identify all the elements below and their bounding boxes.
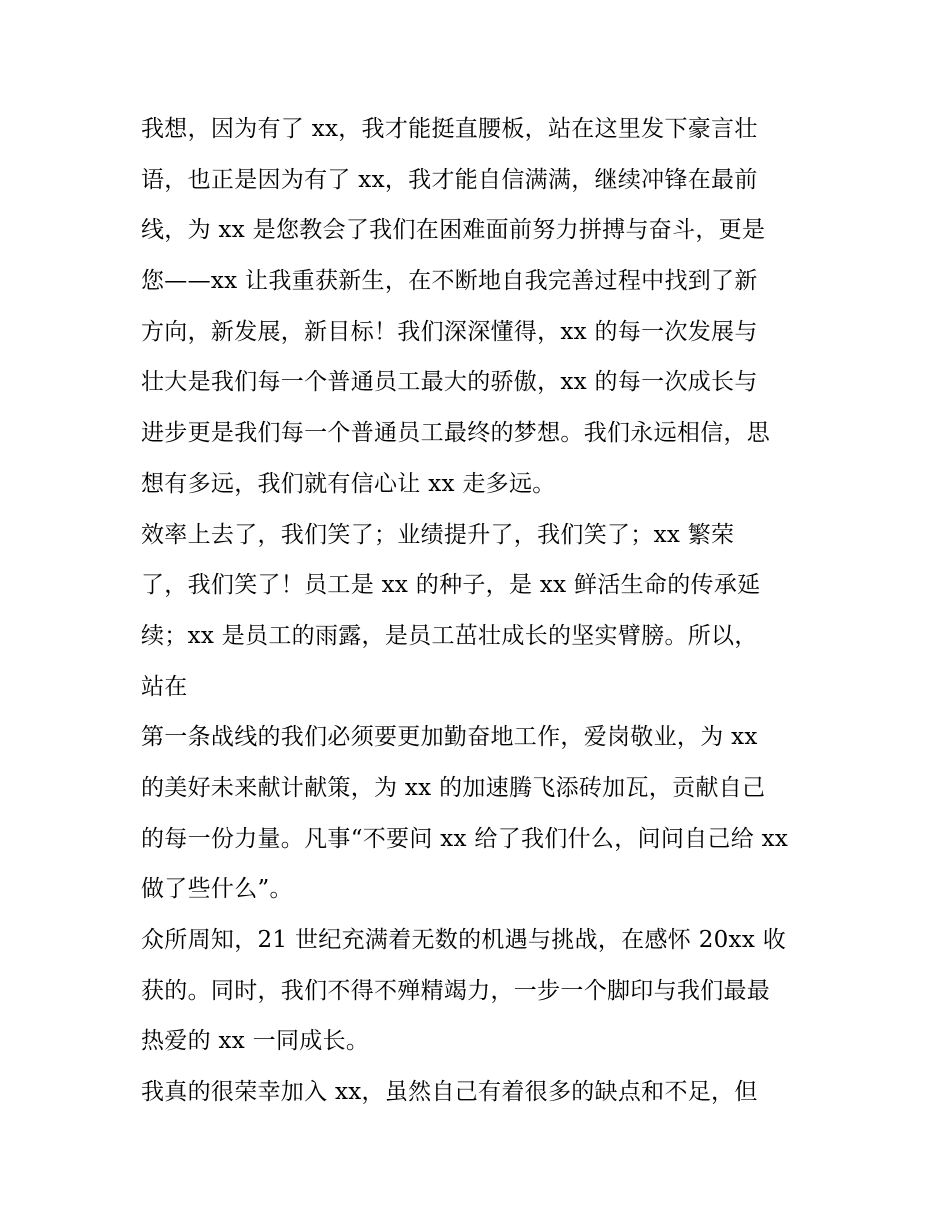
text-line: 的美好未来献计献策，为 xx 的加速腾飞添砖加瓦，贡献自己 <box>141 774 766 801</box>
text-line: 我真的很荣幸加入 xx，虽然自己有着很多的缺点和不足，但 <box>141 1079 758 1106</box>
text-line: 的每一份力量。凡事“不要问 xx 给了我们什么，问问自己给 xx <box>141 825 789 852</box>
text-line: 我想，因为有了 xx，我才能挺直腰板，站在这里发下豪言壮 <box>141 116 758 142</box>
document-body <box>141 104 821 1118</box>
text-line: 续；xx 是员工的雨露，是员工茁壮成长的坚实臂膀。所以， <box>141 622 758 649</box>
text-line: 了，我们笑了！员工是 xx 的种子，是 xx 鲜活生命的传承延 <box>141 572 761 599</box>
text-line: 语，也正是因为有了 xx，我才能自信满满，继续冲锋在最前 <box>141 166 758 193</box>
text-line: 方向，新发展，新目标！我们深深懂得，xx 的每一次发展与 <box>141 318 758 345</box>
text-line: 进步更是我们每一个普通员工最终的梦想。我们永远相信，思 <box>141 420 771 447</box>
text-line: 做了些什么”。 <box>141 876 293 903</box>
text-line: 第一条战线的我们必须要更加勤奋地工作，爱岗敬业，为 xx <box>141 724 758 751</box>
text-line: 热爱的 xx 一同成长。 <box>141 1028 370 1055</box>
text-line: 您——xx 让我重获新生，在不断地自我完善过程中找到了新 <box>141 268 758 295</box>
text-line: 众所周知，21 世纪充满着无数的机遇与挑战，在感怀 20xx 收 <box>141 927 787 953</box>
text-line: 站在 <box>141 673 188 700</box>
text-line: 想有多远，我们就有信心让 xx 走多远。 <box>141 470 556 497</box>
text-line: 壮大是我们每一个普通员工最大的骄傲，xx 的每一次成长与 <box>141 369 758 396</box>
text-line: 线，为 xx 是您教会了我们在困难面前努力拼搏与奋斗，更是 <box>141 217 766 244</box>
text-line: 效率上去了，我们笑了；业绩提升了，我们笑了；xx 繁荣 <box>141 521 735 548</box>
text-line: 获的。同时，我们不得不殚精竭力，一步一个脚印与我们最最 <box>141 977 771 1004</box>
